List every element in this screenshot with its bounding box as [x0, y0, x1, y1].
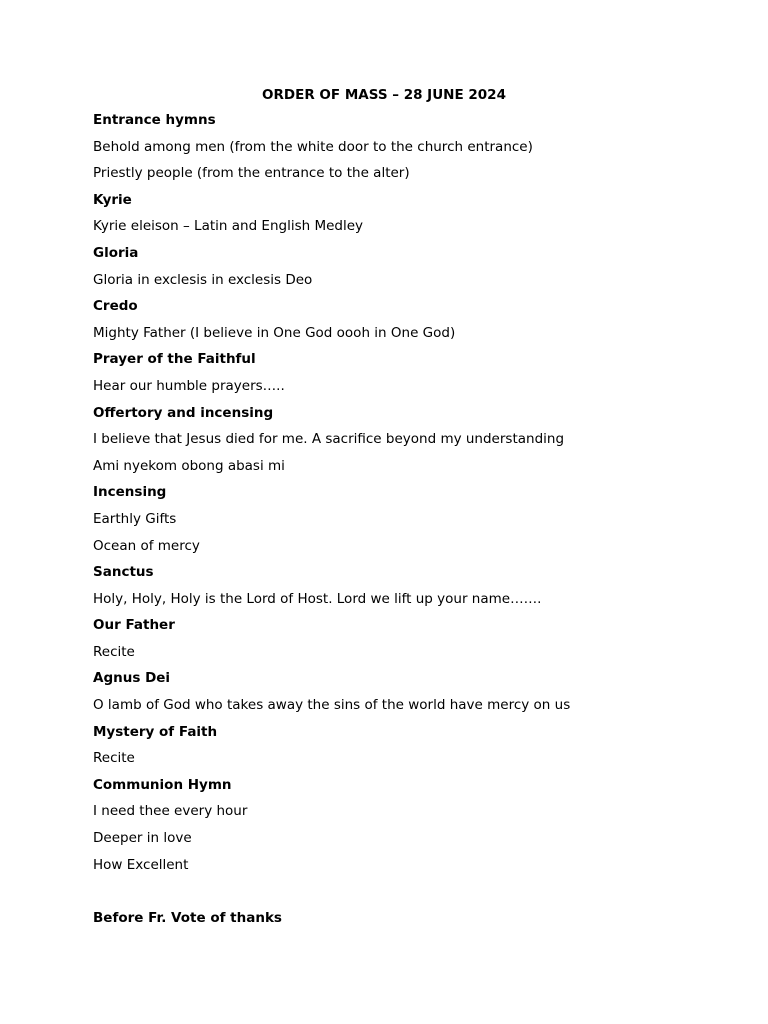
section-heading-communion-hymn: Communion Hymn: [93, 776, 232, 793]
blank-line: [93, 882, 713, 909]
section-heading-our-father: Our Father: [93, 617, 175, 634]
section-item: Ocean of mercy: [93, 537, 200, 554]
section-item: O lamb of God who takes away the sins of the world have mercy on us: [93, 697, 571, 714]
section-item: Mighty Father (I believe in One God oooh in One God): [93, 324, 456, 341]
closing-heading: Before Fr. Vote of thanks: [93, 909, 282, 926]
section-item: Ami nyekom obong abasi mi: [93, 457, 285, 474]
section-heading-entrance-hymns: Entrance hymns: [93, 112, 216, 128]
document-body: [93, 111, 713, 935]
section-heading-incensing: Incensing: [93, 484, 167, 501]
section-item: Holy, Holy, Holy is the Lord of Host. Lord we lift up your name…….: [93, 590, 542, 607]
section-heading-gloria: Gloria: [93, 244, 139, 261]
section-heading-prayer-of-the-faithful: Prayer of the Faithful: [93, 351, 256, 368]
section-item: Behold among men (from the white door to the church entrance): [93, 138, 533, 155]
section-item: Recite: [93, 643, 135, 660]
section-heading-sanctus: Sanctus: [93, 564, 154, 581]
section-heading-agnus-dei: Agnus Dei: [93, 670, 171, 687]
document-title: ORDER OF MASS – 28 JUNE 2024: [262, 87, 506, 103]
section-item: Deeper in love: [93, 830, 192, 847]
section-heading-offertory: Offertory and incensing: [93, 404, 274, 421]
section-heading-mystery-of-faith: Mystery of Faith: [93, 723, 218, 740]
section-item: I believe that Jesus died for me. A sacrifice beyond my understanding: [93, 431, 565, 448]
section-item: Earthly Gifts: [93, 510, 177, 527]
section-item: Gloria in exclesis in exclesis Deo: [93, 271, 313, 288]
section-heading-credo: Credo: [93, 298, 138, 315]
section-item: Priestly people (from the entrance to the alter): [93, 165, 410, 182]
section-item: Recite: [93, 750, 135, 767]
section-item: I need thee every hour: [93, 803, 248, 820]
section-heading-kyrie: Kyrie: [93, 191, 132, 208]
section-item: Hear our humble prayers…..: [93, 377, 285, 394]
section-item: Kyrie eleison – Latin and English Medley: [93, 218, 364, 235]
section-item: How Excellent: [93, 856, 189, 873]
